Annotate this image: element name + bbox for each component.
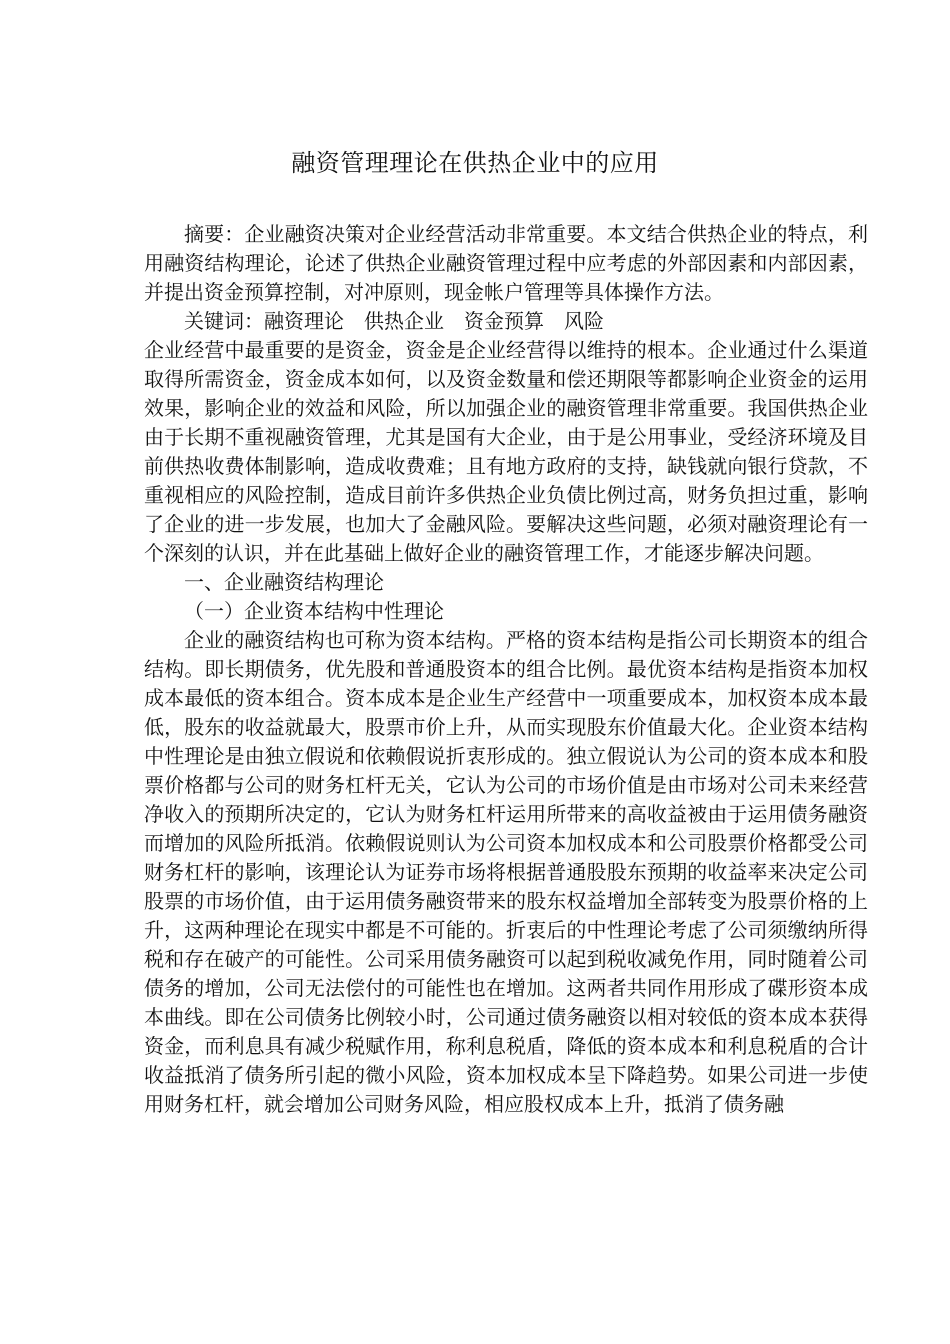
intro-paragraph: 企业经营中最重要的是资金，资金是企业经营得以维持的根本。企业通过什么渠道取得所需资金，资金成本如何，以及资金数量和偿还期限等都影响企业资金的运用效果，影响企业的效益和风险，所以加强企业的融资管理非常重要。我国供热企业由于长期不重视融资管理，尤其是国有大企业，由于是公用事业，受经济环境及目前供热收费体制影响，造成收费难；且有地方政府的支持，缺钱就向银行贷款，不重视相应的风险控制，造成目前许多供热企业负债比例过高，财务负担过重，影响了企业的进一步发展，也加大了金融风险。要解决这些问题，必须对融资理论有一个深刻的认识，并在此基础上做好企业的融资管理工作，才能逐步解决问题。 [144,338,868,565]
section-heading: 一、企业融资结构理论 [184,570,384,594]
body-paragraph: 企业的融资结构也可称为资本结构。严格的资本结构是指公司长期资本的组合结构。即长期债务，优先股和普通股资本的组合比例。最优资本结构是指资本加权成本最低的资本组合。资本成本是企业生产经营中一项重要成本，加权资本成本最低，股东的收益就最大，股票市价上升，从而实现股东价值最大化。企业资本结构中性理论是由独立假说和依赖假说折衷形成的。独立假说认为公司的资本成本和股票价格都与公司的财务杠杆无关，它认为公司的市场价值是由市场对公司未来经营净收入的预期所决定的，它认为财务杠杆运用所带来的高收益被由于运用债务融资而增加的风险所抵消。依赖假说则认为公司资本加权成本和公司股票价格都受公司财务杠杆的影响，该理论认为证券市场将根据普通股股东预期的收益率来决定公司股票的市场价值，由于运用债务融资带来的股东权益增加全部转变为股票价格的上升，这两种理论在现实中都是不可能的。折衷后的中性理论考虑了公司须缴纳所得税和存在破产的可能性。公司采用债务融资可以起到税收减免作用，同时随着公司债务的增加，公司无法偿付的可能性也在增加。这两者共同作用形成了碟形资本成本曲线。即在公司债务比例较小时，公司通过债务融资以相对较低的资本成本获得资金，而利息具有减少税赋作用，称利息税盾，降低的资本成本和利息税盾的合计收益抵消了债务所引起的微小风险，资本加权成本呈下降趋势。如果公司进一步使用财务杠杆，就会增加公司财务风险，相应股权成本上升，抵消了债务融 [144,628,868,1116]
document-title: 融资管理理论在供热企业中的应用 [291,149,659,177]
abstract-paragraph: 摘要：企业融资决策对企业经营活动非常重要。本文结合供热企业的特点，利用融资结构理论，论述了供热企业融资管理过程中应考虑的外部因素和内部因素，并提出资金预算控制，对冲原则，现金帐户管理等具体操作方法。 [144,222,868,304]
subsection-heading: （一）企业资本结构中性理论 [184,599,444,623]
document-body [144,220,868,1119]
keywords-line: 关键词：融资理论 供热企业 资金预算 风险 [184,309,604,333]
